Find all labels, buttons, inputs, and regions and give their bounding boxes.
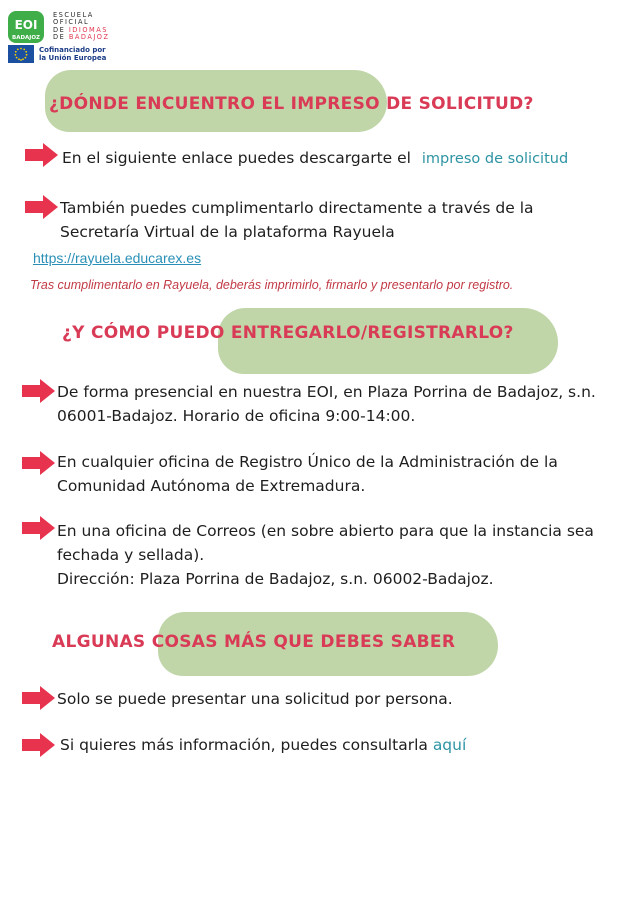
school-line: DE — [53, 25, 66, 34]
section2-item1 — [57, 380, 596, 428]
eu-line-1: Cofinanciado por — [39, 46, 106, 54]
arrow-right-icon — [25, 195, 58, 219]
aqui-link[interactable]: aquí — [432, 736, 467, 754]
section2-item3-line2: fechada y sellada). — [57, 546, 205, 564]
section1-item1-text: En el siguiente enlace puedes descargarte el — [62, 149, 411, 167]
section2-item3 — [57, 519, 594, 591]
section2-item1-line1: De forma presencial en nuestra EOI, en Plaza Porrina de Badajoz, s.n. — [57, 383, 596, 401]
section2-item1-line2: 06001-Badajoz. Horario de oficina 9:00-14:00. — [57, 407, 416, 425]
eu-cofinancing-label — [39, 46, 106, 62]
section1-item2 — [60, 196, 534, 244]
section2-item2-line2: Comunidad Autónoma de Extremadura. — [57, 477, 366, 495]
arrow-right-icon — [22, 379, 55, 403]
section1-title: ¿DÓNDE ENCUENTRO EL IMPRESO DE SOLICITUD? — [49, 94, 534, 114]
school-name — [53, 12, 110, 42]
arrow-right-icon — [25, 143, 58, 167]
section2-item2-line1: En cualquier oficina de Registro Único de la Administración de la — [57, 453, 558, 471]
section1-item2-line1: También puedes cumplimentarlo directamente a través de la — [60, 199, 534, 217]
eu-line-2: la Unión Europea — [39, 54, 107, 62]
arrow-right-icon — [22, 686, 55, 710]
section1-note: Tras cumplimentarlo en Rayuela, deberás imprimirlo, firmarlo y presentarlo por registro. — [30, 278, 514, 292]
section3-item2 — [60, 733, 466, 757]
section3-title: ALGUNAS COSAS MÁS QUE DEBES SABER — [52, 632, 456, 652]
school-line: IDIOMAS — [68, 25, 108, 34]
school-line: OFICIAL — [53, 18, 90, 27]
school-line: ESCUELA — [53, 11, 94, 19]
rayuela-url-link[interactable]: https://rayuela.educarex.es — [33, 250, 202, 266]
section3-item1: Solo se puede presentar una solicitud por persona. — [57, 690, 453, 708]
section3-item2-text: Si quieres más información, puedes consultarla — [60, 736, 428, 754]
section2-item3-line3: Dirección: Plaza Porrina de Badajoz, s.n. 06002-Badajoz. — [57, 570, 494, 588]
logo-city-text: BADAJOZ — [12, 35, 40, 41]
arrow-right-icon — [22, 733, 55, 757]
section2-item3-line1: En una oficina de Correos (en sobre abierto para que la instancia sea — [57, 522, 594, 540]
arrow-right-icon — [22, 451, 55, 475]
logo-mark-text: EOI — [14, 18, 38, 32]
section2-item2 — [57, 450, 558, 498]
school-logo — [8, 10, 44, 44]
section1-item1 — [62, 146, 568, 171]
section2-title: ¿Y CÓMO PUEDO ENTREGARLO/REGISTRARLO? — [62, 323, 514, 343]
school-line: DE — [53, 33, 66, 42]
arrow-right-icon — [22, 516, 55, 540]
section1-item2-line2: Secretaría Virtual de la plataforma Rayuela — [60, 223, 395, 241]
impreso-solicitud-link[interactable]: impreso de solicitud — [421, 151, 569, 167]
school-line: BADAJOZ — [68, 33, 110, 42]
eu-flag-icon — [8, 45, 34, 63]
